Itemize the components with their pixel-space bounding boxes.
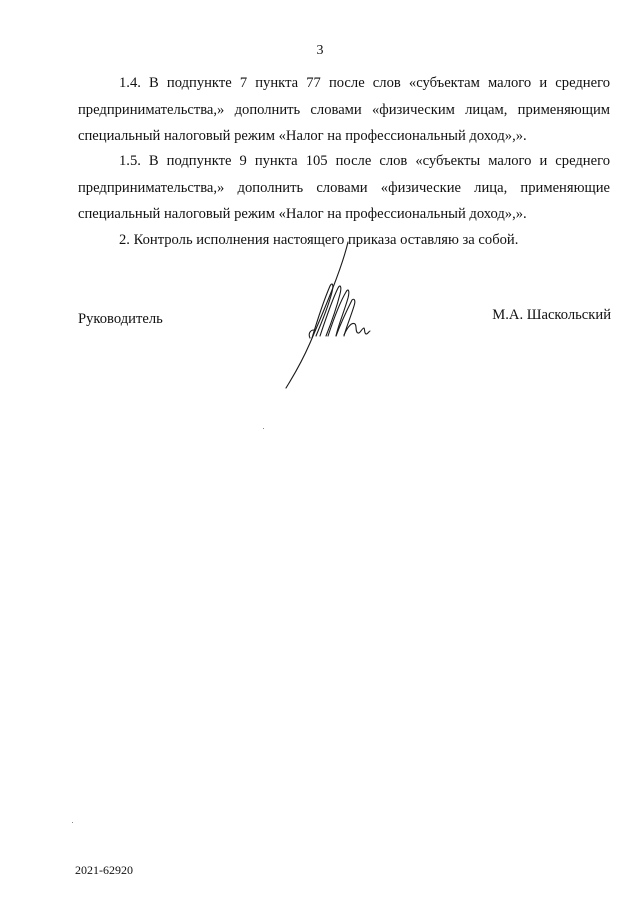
paragraph-2: 2. Контроль исполнения настоящего приказа оставляю за собой.: [119, 232, 519, 248]
signatory-role: Руководитель: [78, 311, 163, 327]
signatory-name: М.А. Шаскольский: [492, 307, 611, 323]
paragraph-1-5: 1.5. В подпункте 9 пункта 105 после слов «субъекты малого и среднего предпринимательства,» дополнить словами «физические лица, применяющие специальный налоговый режим «Налог на профессиональный доход»,».: [78, 153, 610, 222]
document-code: 2021-62920: [75, 863, 133, 877]
scan-speck: [72, 822, 73, 823]
scan-speck: [263, 428, 264, 429]
handwritten-signature: [280, 238, 380, 393]
page-number: 3: [316, 43, 324, 58]
paragraph-1-4: 1.4. В подпункте 7 пункта 77 после слов «субъектам малого и среднего предпринимательства,» дополнить словами «физическим лицам, применяющим специальный налоговый режим «Налог на профессиональный доход»,».: [78, 75, 610, 144]
